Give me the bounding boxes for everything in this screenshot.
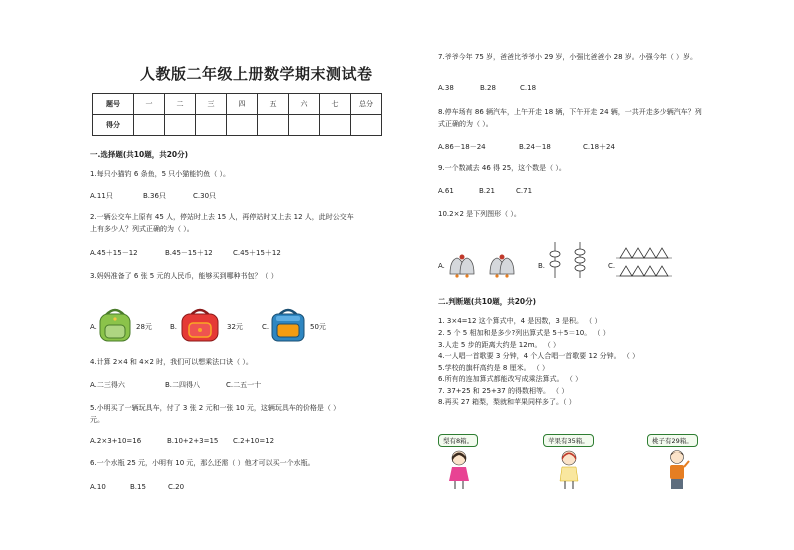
judge-item: 5.学校的旗杆高约是 8 厘米。 （ ） bbox=[438, 364, 550, 372]
score-cell bbox=[196, 115, 227, 136]
question-2-line1: 2.一辆公交车上原有 45 人，停站时上去 15 人，再停站时又上去 12 人，此时公交车 bbox=[90, 213, 354, 221]
blue-backpack-icon bbox=[268, 305, 308, 343]
question-6: 6.一个水瓶 25 元，小明有 10 元，那么还需（ ）他才可以买一个水瓶。 bbox=[90, 459, 315, 467]
score-cell bbox=[289, 115, 320, 136]
price-c: 50元 bbox=[310, 323, 326, 331]
green-backpack-icon bbox=[96, 305, 134, 343]
abacus-beads-icon bbox=[545, 240, 595, 280]
option-a: A.38 bbox=[438, 84, 454, 92]
question-3: 3.妈妈准备了 6 张 5 元的人民币，能够买到哪种书包？（ ） bbox=[90, 272, 278, 280]
question-10: 10.2×2 是下列图形（ ）。 bbox=[438, 210, 521, 218]
score-cell bbox=[351, 115, 382, 136]
section-heading-judge: 二.判断题(共10题，共20分) bbox=[438, 297, 537, 306]
option-c: C.二五一十 bbox=[226, 381, 262, 389]
score-table-header-row bbox=[93, 94, 382, 115]
judge-item: 2. 5 个 5 相加和是多少?列出算式是 5＋5＝10。 （ ） bbox=[438, 329, 610, 337]
option-a: A.61 bbox=[438, 187, 454, 195]
table-cell: 题号 bbox=[93, 94, 134, 115]
question-2-line2: 上有多少人？列式正确的为（ ）。 bbox=[90, 225, 194, 233]
boy-figure-icon bbox=[664, 449, 690, 491]
option-b: B.36只 bbox=[143, 192, 166, 200]
judge-item: 8.再买 27 箱梨，梨就和苹果同样多了。（ ） bbox=[438, 398, 576, 406]
option-b: B.二四得八 bbox=[165, 381, 201, 389]
score-cell bbox=[227, 115, 258, 136]
option-c: C.18 bbox=[520, 84, 537, 92]
option-b: B.21 bbox=[479, 187, 495, 195]
question-1: 1.每只小猫钓 6 条鱼，5 只小猫能钓鱼（ ）。 bbox=[90, 170, 230, 178]
option-a: A.86－18－24 bbox=[438, 143, 486, 151]
question-9: 9.一个数减去 46 得 25，这个数是（ ）。 bbox=[438, 164, 566, 172]
score-cell bbox=[165, 115, 196, 136]
table-cell: 七 bbox=[320, 94, 351, 115]
table-cell: 二 bbox=[165, 94, 196, 115]
section-heading-choice: 一.选择题(共10题，共20分) bbox=[90, 150, 189, 159]
question-8-line1: 8.停车场有 86 辆汽车，上午开走 18 辆，下午开走 24 辆，一共开走多少辆汽车？列 bbox=[438, 108, 702, 116]
option-a: A.二三得六 bbox=[90, 381, 125, 389]
question-5-line1: 5.小明买了一辆玩具车，付了 3 张 2 元和一张 10 元，这辆玩具车的价格是（ ） bbox=[90, 404, 341, 412]
option-c: C. bbox=[262, 323, 270, 331]
question-8-line2: 式正确的为（ ）。 bbox=[438, 120, 493, 128]
option-b: B.10+2+3=15 bbox=[167, 437, 219, 445]
bells-icon bbox=[446, 252, 526, 280]
judge-item: 1. 3×4=12 这个算式中，4 是因数，3 是积。 （ ） bbox=[438, 317, 602, 325]
option-c: C.71 bbox=[516, 187, 533, 195]
triangles-icon bbox=[616, 240, 674, 280]
speech-bubble: 桃子有29箱。 bbox=[647, 434, 698, 447]
judge-item: 3.人走 5 步的距离大约是 12m。 （ ） bbox=[438, 341, 560, 349]
score-table bbox=[92, 93, 382, 136]
question-5-line2: 元。 bbox=[90, 416, 104, 424]
page-title: 人教版二年级上册数学期末测试卷 bbox=[140, 65, 373, 83]
score-table-score-row bbox=[93, 115, 382, 136]
option-c: C.18＋24 bbox=[583, 143, 615, 151]
option-a: A.2×3+10=16 bbox=[90, 437, 142, 445]
option-a: A.11只 bbox=[90, 192, 113, 200]
score-cell bbox=[320, 115, 351, 136]
table-cell: 五 bbox=[258, 94, 289, 115]
speech-bubble: 梨有8箱。 bbox=[438, 434, 478, 447]
table-cell: 一 bbox=[134, 94, 165, 115]
question-7: 7.爷爷今年 75 岁，爸爸比爷爷小 29 岁，小强比爸爸小 28 岁。小强今年（ ）岁。 bbox=[438, 53, 697, 61]
option-a: A. bbox=[90, 323, 97, 331]
option-c: C. bbox=[608, 262, 616, 270]
table-cell: 得分 bbox=[93, 115, 134, 136]
option-b: B.45－15＋12 bbox=[165, 249, 213, 257]
option-a: A. bbox=[438, 262, 445, 270]
judge-item: 4.一人唱一首歌要 3 分钟，4 个人合唱一首歌要 12 分钟。 （ ） bbox=[438, 352, 640, 360]
score-cell bbox=[134, 115, 165, 136]
option-c: C.30只 bbox=[193, 192, 217, 200]
option-c: C.2+10=12 bbox=[233, 437, 275, 445]
judge-item: 7. 37+25 和 25+37 的得数相等。 （ ） bbox=[438, 387, 569, 395]
price-b: 32元 bbox=[227, 323, 243, 331]
table-cell: 总分 bbox=[351, 94, 382, 115]
option-a: A.45＋15－12 bbox=[90, 249, 138, 257]
table-cell: 六 bbox=[289, 94, 320, 115]
judge-item: 6.所有的连加算式都能改写成乘法算式。 （ ） bbox=[438, 375, 583, 383]
option-c: C.20 bbox=[168, 483, 185, 491]
option-b: B.15 bbox=[130, 483, 146, 491]
question-4: 4.计算 2×4 和 4×2 时，我们可以想乘法口诀（ ）。 bbox=[90, 358, 253, 366]
girl-figure-icon bbox=[446, 449, 472, 491]
option-b: B. bbox=[538, 262, 546, 270]
option-b: B.24－18 bbox=[519, 143, 551, 151]
speech-bubble: 苹果有35箱。 bbox=[543, 434, 594, 447]
table-cell: 四 bbox=[227, 94, 258, 115]
option-b: B. bbox=[170, 323, 178, 331]
girl-figure-icon bbox=[556, 449, 582, 491]
red-backpack-icon bbox=[178, 305, 222, 343]
option-b: B.28 bbox=[480, 84, 496, 92]
option-c: C.45＋15＋12 bbox=[233, 249, 281, 257]
option-a: A.10 bbox=[90, 483, 106, 491]
score-cell bbox=[258, 115, 289, 136]
price-a: 28元 bbox=[136, 323, 152, 331]
table-cell: 三 bbox=[196, 94, 227, 115]
